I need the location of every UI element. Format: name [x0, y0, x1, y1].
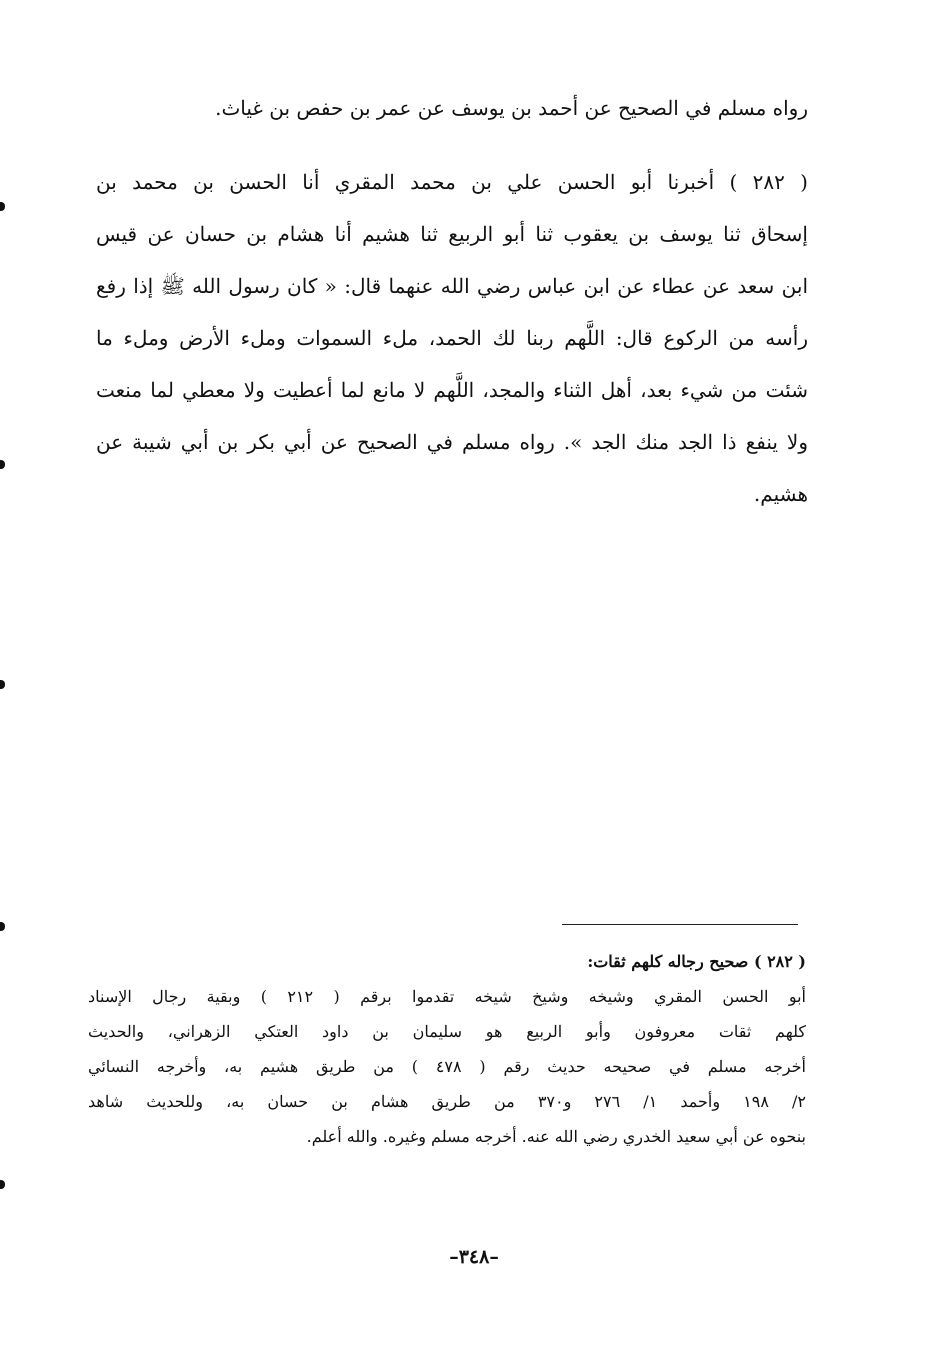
scan-margin-mark [0, 1180, 5, 1189]
footnote-line: كلهم ثقات معروفون وأبو الربيع هو سليمان بن داود العتكي الزهراني، والحديث [88, 1022, 806, 1041]
footnote-line: أبو الحسن المقري وشيخه وشيخ شيخه تقدموا برقم ( ٢١٢ ) وبقية رجال الإسناد [88, 987, 807, 1006]
hadith-line: ولا ينفع ذا الجد منك الجد ». رواه مسلم في الصحيح عن أبي بكر بن أبي شيبة عن [96, 430, 808, 454]
footnote-line: بنحوه عن أبي سعيد الخدري رضي الله عنه. أخرجه مسلم وغيره. والله أعلم. [306, 1127, 806, 1146]
footnote [88, 944, 806, 1154]
footnote-line: ٢/ ١٩٨ وأحمد ١/ ٢٧٦ و٣٧٠ من طريق هشام بن حسان به، وللحديث شاهد [88, 1092, 807, 1111]
scan-margin-mark [0, 202, 5, 211]
footnote-line: أخرجه مسلم في صحيحه حديث رقم ( ٤٧٨ ) من طريق هشيم به، وأخرجه النسائي [88, 1057, 806, 1076]
scan-margin-mark [0, 680, 5, 689]
page-number: –٣٤٨– [449, 1246, 499, 1268]
footnote-separator [562, 924, 798, 925]
scan-margin-mark [0, 460, 5, 469]
main-text [96, 82, 808, 520]
hadith-line: إسحاق ثنا يوسف بن يعقوب ثنا أبو الربيع ثنا هشيم أنا هشام بن حسان عن قيس [96, 222, 808, 246]
hadith-paragraph [96, 156, 808, 520]
footnote-heading: ( ٢٨٢ ) صحيح رجاله كلهم ثقات: [587, 952, 806, 971]
scan-margin-mark [0, 922, 5, 931]
hadith-line: ( ٢٨٢ ) أخبرنا أبو الحسن علي بن محمد المقري أنا الحسن بن محمد بن [96, 170, 808, 194]
hadith-line: ابن سعد عن عطاء عن ابن عباس رضي الله عنهما قال: « كان رسول الله ﷺ إذا رفع [96, 274, 808, 298]
narration-line: رواه مسلم في الصحيح عن أحمد بن يوسف عن عمر بن حفص بن غياث. [215, 96, 808, 120]
hadith-line: شئت من شيء بعد، أهل الثناء والمجد، اللَّهم لا مانع لما أعطيت ولا معطي لما منعت [96, 378, 808, 402]
hadith-line: رأسه من الركوع قال: اللَّهم ربنا لك الحمد، ملء السموات وملء الأرض وملء ما [96, 326, 808, 350]
hadith-line: هشيم. [753, 482, 808, 506]
